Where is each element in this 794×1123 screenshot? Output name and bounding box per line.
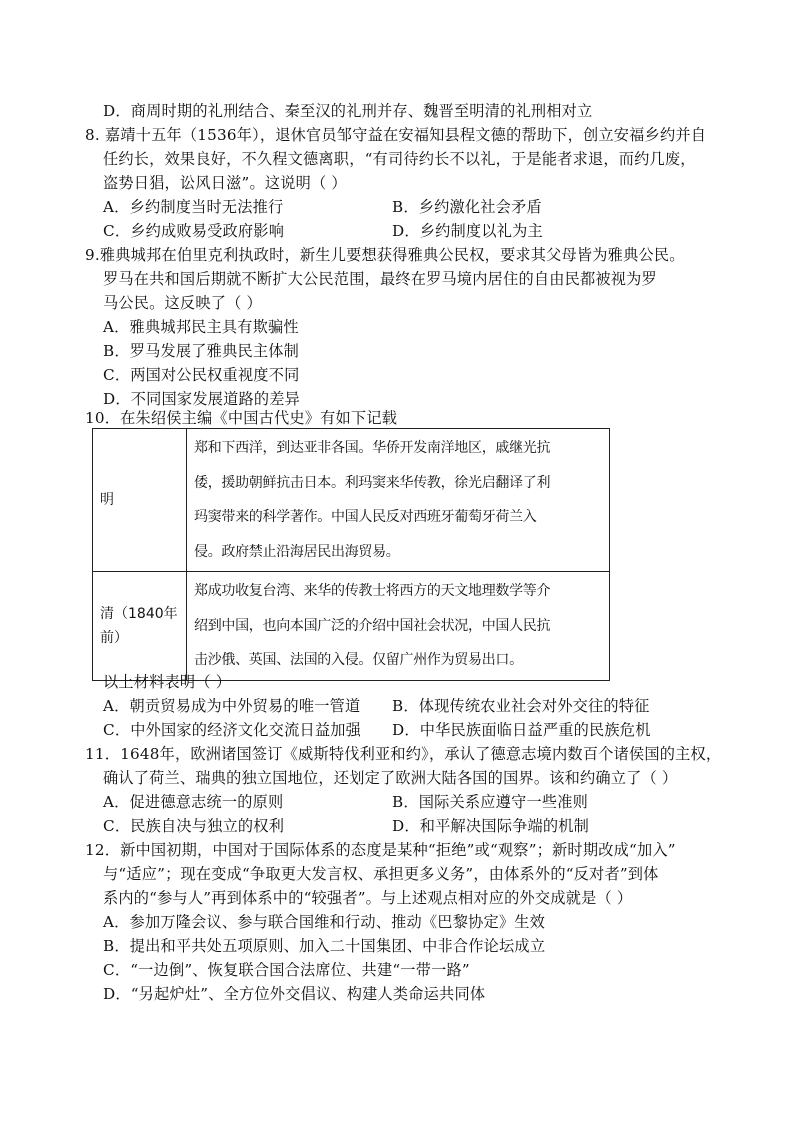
q9-option-b: B．罗马发展了雅典民主体制 [103, 342, 300, 360]
q8-stem-line-2: 任约长，效果良好，不久程文德离职，“有司待约长不以礼，于是能者求退，而约几废， [103, 150, 696, 168]
q8-option-b: B．乡约激化社会矛盾 [392, 198, 542, 216]
q11-stem-line-1: 11．1648年，欧洲诸国签订《威斯特伐利亚和约》，承认了德意志境内数百个诸侯国的主权， [85, 745, 722, 763]
q9-option-a: A．雅典城邦民主具有欺骗性 [103, 318, 299, 336]
record-cell [187, 429, 610, 572]
dynasty-cell: 清（1840年前） [93, 572, 187, 681]
record-line: 侵。政府禁止沿海居民出海贸易。 [194, 543, 400, 560]
q12-stem-line-1: 12．新中国初期，中国对于国际体系的态度是某种“拒绝”或“观察”；新时期改成“加入” [85, 841, 676, 859]
q10-option-c: C．中外国家的经济文化交流日益加强 [103, 721, 362, 739]
q9-stem-line-3: 马公民。这反映了（ ） [103, 294, 262, 312]
table-row [93, 429, 610, 572]
q11-option-a: A．促进德意志统一的原则 [103, 793, 284, 811]
record-line: 玛窦带来的科学著作。中国人民反对西班牙葡萄牙荷兰入 [194, 509, 537, 525]
dynasty-cell: 明 [93, 429, 187, 572]
q8-option-d: D．乡约制度以礼为主 [392, 222, 543, 240]
q11-stem-line-2: 确认了荷兰、瑞典的独立国地位，还划定了欧洲大陆各国的国界。该和约确立了（ ） [103, 769, 678, 787]
q9-option-d: D．不同国家发展道路的差异 [103, 390, 301, 408]
record-line: 绍到中国，也向本国广泛的介绍中国社会状况，中国人民抗 [194, 617, 551, 634]
table-row [93, 572, 610, 681]
q11-option-c: C．民族自决与独立的权利 [103, 817, 285, 835]
q10-option-d: D．中华民族面临日益严重的民族危机 [392, 721, 651, 739]
q12-option-d: D．“另起炉灶”、全方位外交倡议、构建人类命运共同体 [103, 985, 486, 1003]
record-cell [187, 572, 610, 681]
q9-stem-line-1: 9.雅典城邦在伯里克利执政时，新生儿要想获得雅典公民权，要求其父母皆为雅典公民。 [85, 246, 685, 264]
q12-option-a: A．参加万隆会议、参与联合国维和行动、推动《巴黎协定》生效 [103, 913, 546, 931]
q8-stem-line-3: 盗势日猖，讼风日滋”。这说明（ ） [103, 174, 347, 192]
q8-stem-line-1: 8. 嘉靖十五年（1536年），退休官员邹守益在安福知县程文德的帮助下，创立安福乡约并自 [85, 126, 707, 144]
q10-option-a: A．朝贡贸易成为中外贸易的唯一管道 [103, 697, 361, 715]
q10-after-table: 以上材料表明（ ） [103, 673, 232, 691]
q9-stem-line-2: 罗马在共和国后期就不断扩大公民范围，最终在罗马境内居住的自由民都被视为罗 [103, 270, 657, 288]
q12-stem-line-3: 系内的“参与人”再到体系中的“较强者”。与上述观点相对应的外交成就是（ ） [103, 889, 633, 907]
q11-option-d: D．和平解决国际争端的机制 [392, 817, 590, 835]
q7-option-d: D．商周时期的礼刑结合、秦至汉的礼刑并存、魏晋至明清的礼刑相对立 [103, 102, 593, 120]
record-line: 击沙俄、英国、法国的入侵。仅留广州作为贸易出口。 [194, 652, 523, 668]
q12-stem-line-2: 与“适应”；现在变成“争取更大发言权、承担更多义务”，由体系外的“反对者”到体 [103, 865, 659, 883]
q10-history-table [92, 428, 610, 681]
q11-option-b: B．国际关系应遵守一些准则 [392, 793, 589, 811]
q10-option-b: B．体现传统农业社会对外交往的特征 [392, 697, 650, 715]
record-line: 倭，援助朝鲜抗击日本。利玛窦来华传教，徐光启翻译了利 [194, 474, 551, 491]
q12-option-c: C．“一边倒”、恢复联合国合法席位、共建“一带一路” [103, 961, 470, 979]
q8-option-a: A．乡约制度当时无法推行 [103, 198, 284, 216]
record-line: 郑和下西洋，到达亚非各国。华侨开发南洋地区，戚继光抗 [194, 440, 551, 456]
q8-option-c: C．乡约成败易受政府影响 [103, 222, 285, 240]
q10-stem: 10．在朱绍侯主编《中国古代史》有如下记载 [85, 409, 398, 427]
q9-option-c: C．两国对公民权重视度不同 [103, 366, 300, 384]
record-line: 郑成功收复台湾、来华的传教士将西方的天文地理数学等介 [194, 583, 551, 599]
q12-option-b: B．提出和平共处五项原则、加入二十国集团、中非合作论坛成立 [103, 937, 546, 955]
